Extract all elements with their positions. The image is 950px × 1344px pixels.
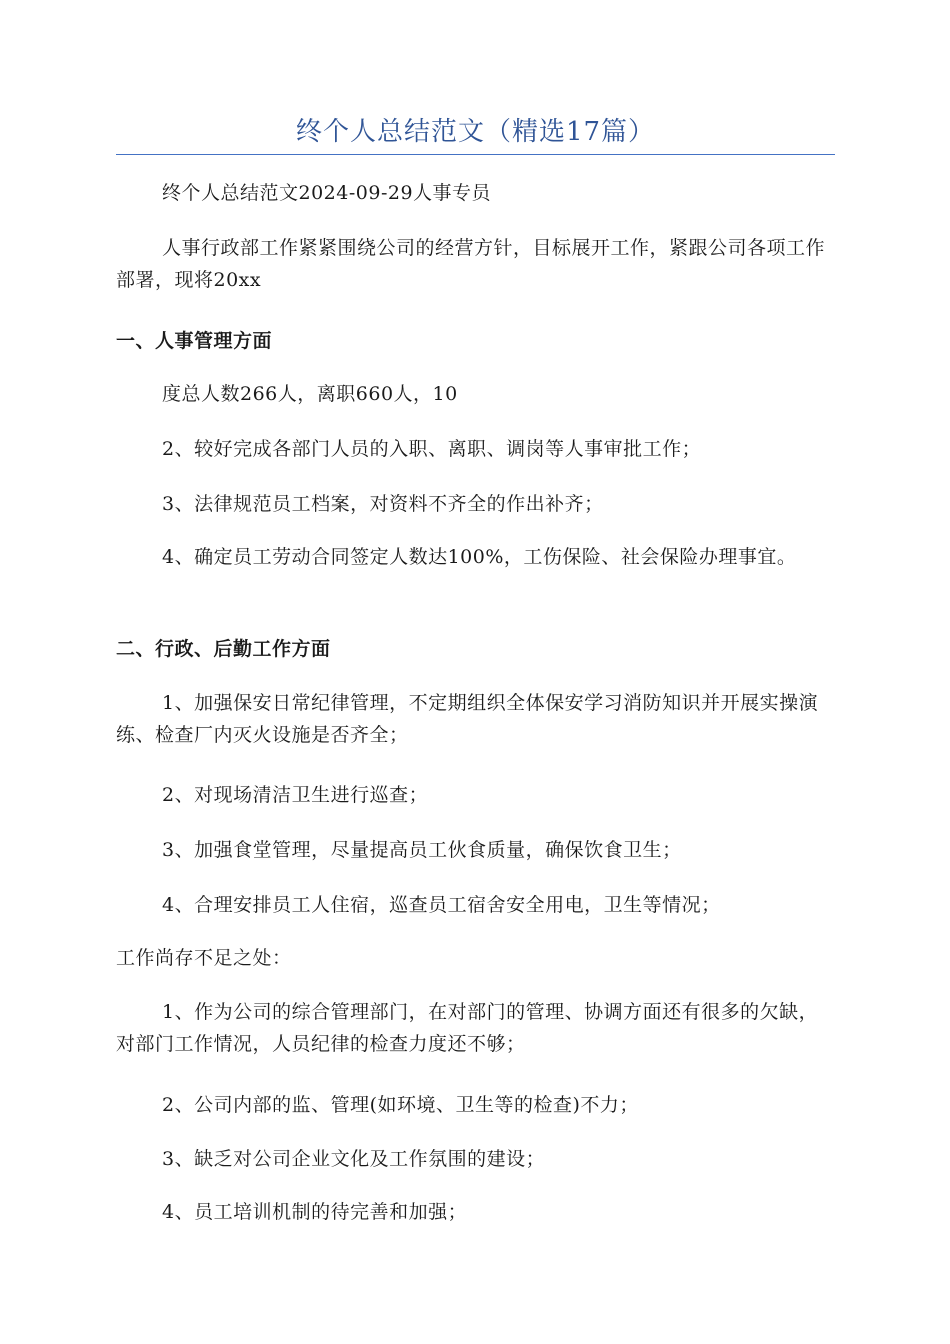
paragraph: 4、确定员工劳动合同签定人数达100%，工伤保险、社会保险办理事宜。: [162, 546, 797, 568]
paragraph-intro: 人事行政部工作紧紧围绕公司的经营方针，目标展开工作，紧跟公司各项工作部署，现将20xx: [116, 237, 826, 291]
paragraph: 1、加强保安日常纪律管理，不定期组织全体保安学习消防知识并开展实操演练、检查厂内灭火设施是否齐全；: [116, 692, 819, 746]
document-title: 终个人总结范文（精选17篇）: [295, 117, 656, 147]
title-divider: [116, 154, 835, 155]
paragraph: 2、对现场清洁卫生进行巡查；: [162, 784, 429, 806]
paragraph: 4、员工培训机制的待完善和加强；: [162, 1201, 468, 1223]
paragraph: 3、加强食堂管理，尽量提高员工伙食质量，确保饮食卫生；: [162, 839, 682, 861]
paragraph: 1、作为公司的综合管理部门，在对部门的管理、协调方面还有很多的欠缺，对部门工作情况，人员纪律的检查力度还不够；: [116, 1001, 819, 1055]
paragraph: 2、公司内部的监、管理(如环境、卫生等的检查)不力；: [162, 1094, 639, 1116]
section-heading-hr: 一、人事管理方面: [116, 330, 273, 352]
paragraph: 3、缺乏对公司企业文化及工作氛围的建设；: [162, 1148, 546, 1170]
section-heading-admin: 二、行政、后勤工作方面: [116, 638, 331, 660]
paragraph: 2、较好完成各部门人员的入职、离职、调岗等人事审批工作；: [162, 438, 702, 460]
paragraph-shortcomings-label: 工作尚存不足之处：: [116, 947, 292, 969]
paragraph-meta: 终个人总结范文2024-09-29人事专员: [162, 182, 492, 204]
paragraph: 3、法律规范员工档案，对资料不齐全的作出补齐；: [162, 493, 604, 515]
paragraph: 4、合理安排员工人住宿，巡查员工宿舍安全用电，卫生等情况；: [162, 894, 721, 916]
paragraph: 度总人数266人，离职660人，10: [162, 383, 458, 405]
